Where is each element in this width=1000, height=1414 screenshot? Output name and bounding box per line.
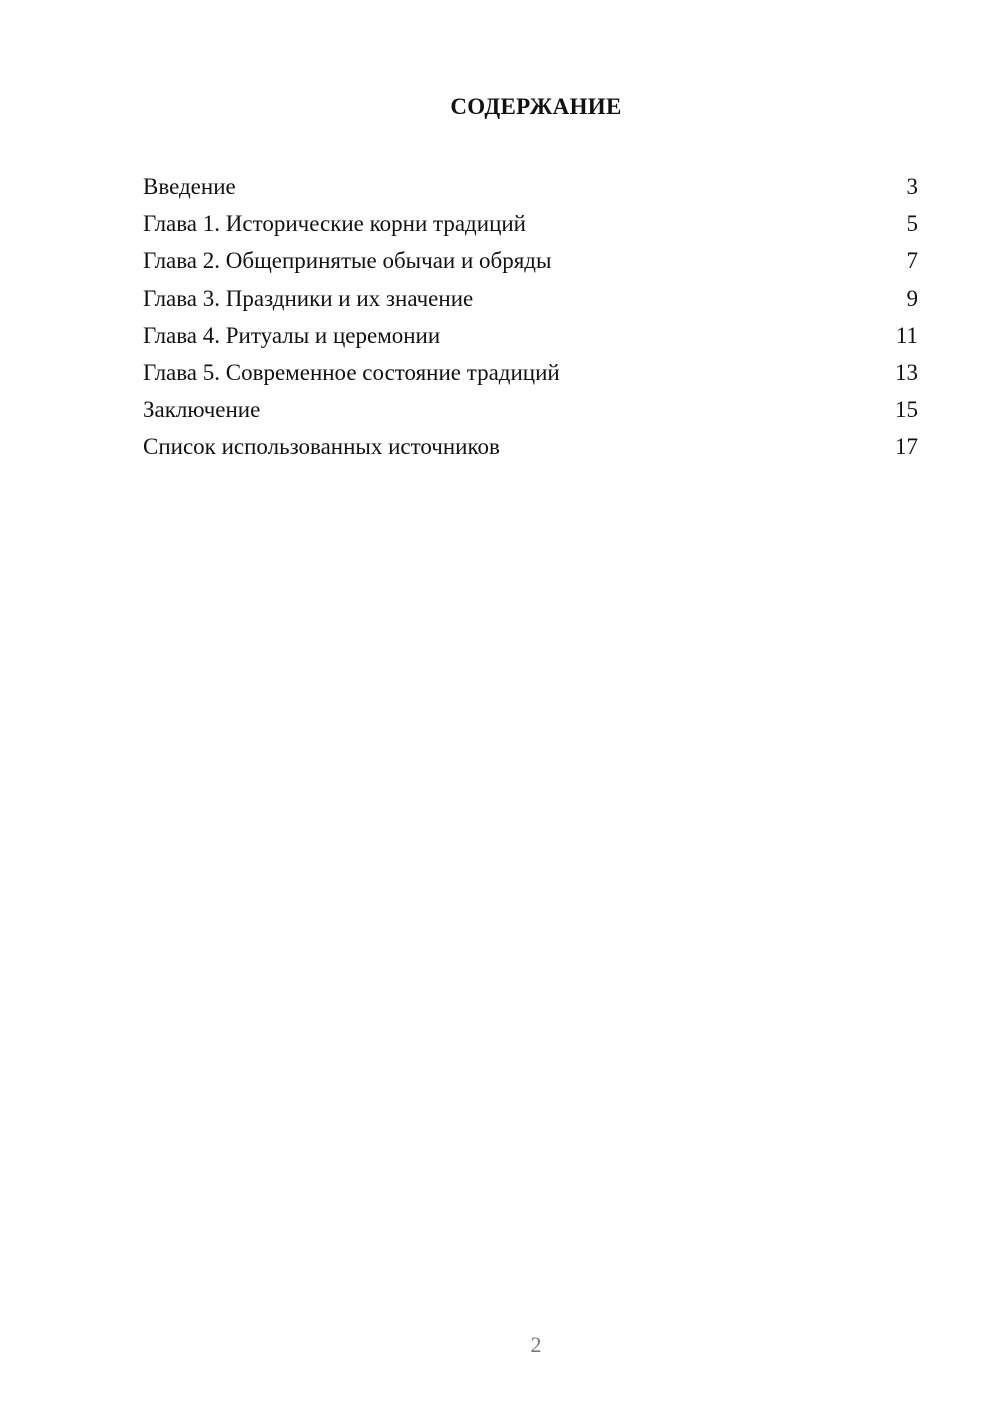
toc-entry-page: 9: [906, 285, 918, 311]
toc-entry-label: Список использованных источников: [143, 434, 500, 460]
toc-entry-page: 15: [895, 397, 918, 423]
toc-entry-conclusion: [143, 391, 918, 428]
toc-entry-label: Заключение: [143, 397, 261, 423]
toc-entry-chapter-3: [143, 280, 918, 317]
toc-entry-label: Введение: [143, 174, 236, 199]
toc-entry-page: 17: [895, 434, 918, 460]
toc-entry-chapter-1: [143, 205, 918, 242]
toc-entry-chapter-4: [143, 317, 918, 354]
toc-entry-page: 5: [906, 211, 918, 237]
toc-entry-label: Глава 1. Исторические корни традиций: [143, 211, 526, 237]
toc-entry-chapter-5: [143, 354, 918, 391]
toc-entry-label: Глава 3. Праздники и их значение: [143, 285, 474, 311]
toc-list: [143, 168, 918, 466]
toc-entry-chapter-2: [143, 242, 918, 279]
toc-entry-page: 7: [906, 248, 918, 274]
toc-entry-introduction: [143, 168, 918, 205]
toc-entry-references: [143, 428, 918, 465]
toc-entry-page: 3: [906, 174, 918, 199]
toc-title: СОДЕРЖАНИЕ: [450, 94, 622, 119]
page-number: 2: [530, 1332, 542, 1357]
toc-entry-label: Глава 4. Ритуалы и церемонии: [143, 322, 441, 348]
toc-entry-page: 13: [895, 359, 918, 385]
toc-entry-label: Глава 5. Современное состояние традиций: [143, 359, 560, 385]
toc-entry-label: Глава 2. Общепринятые обычаи и обряды: [143, 248, 552, 274]
toc-entry-page: 11: [895, 322, 918, 348]
